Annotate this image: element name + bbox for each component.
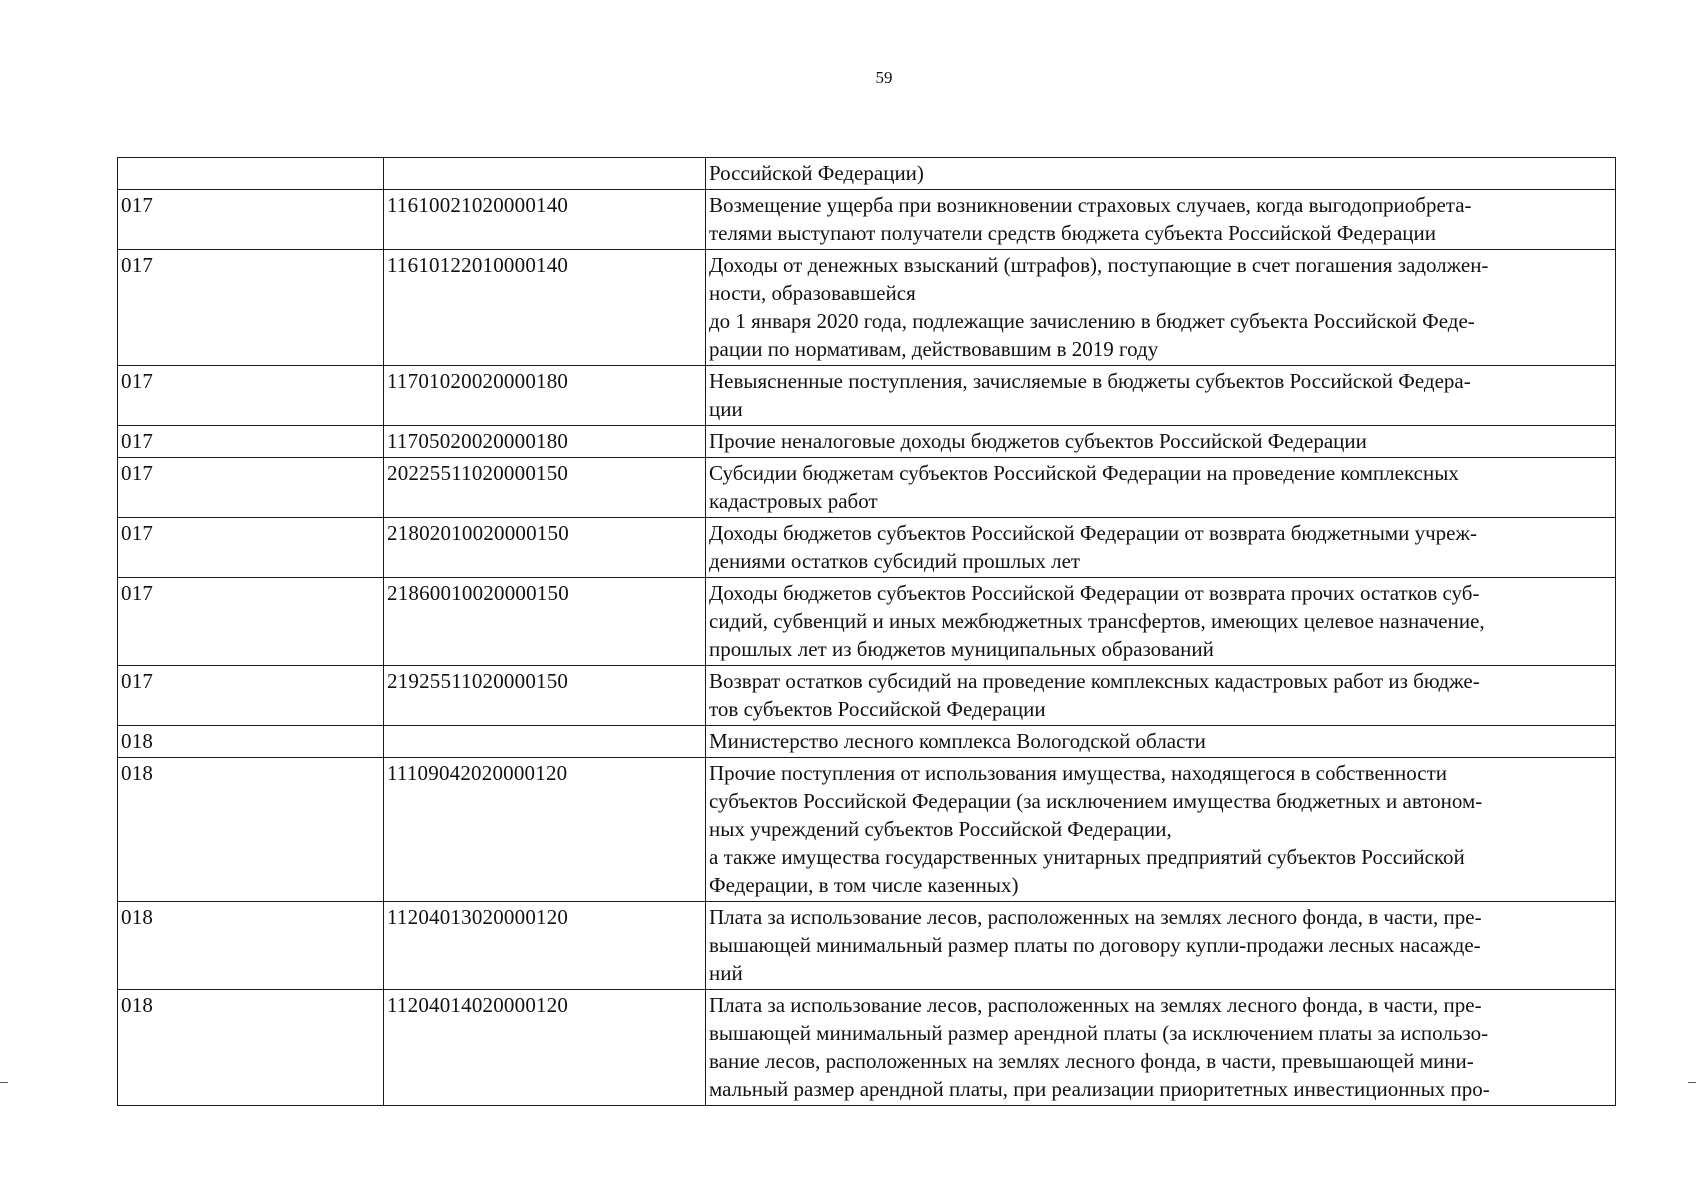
- description-cell: [706, 578, 1616, 666]
- description-line: кадастровых работ: [709, 489, 878, 513]
- revenue-code-cell: 11705020020000180: [384, 426, 706, 458]
- revenue-code-cell: 11109042020000120: [384, 758, 706, 902]
- table-row: [118, 158, 1616, 190]
- description-line: Невыясненные поступления, зачисляемые в бюджеты субъектов Российской Федера-: [709, 369, 1471, 393]
- table-row: [118, 458, 1616, 518]
- description-line: ности, образовавшейся: [709, 281, 916, 305]
- table-row: [118, 666, 1616, 726]
- table-row: [118, 902, 1616, 990]
- admin-code-cell: 017: [118, 366, 384, 426]
- description-line: Субсидии бюджетам субъектов Российской Федерации на проведение комплексных: [709, 461, 1459, 485]
- table-row: [118, 250, 1616, 366]
- description-line: Министерство лесного комплекса Вологодской области: [709, 729, 1206, 753]
- revenue-code-cell: 21860010020000150: [384, 578, 706, 666]
- description-line: вышающей минимальный размер арендной платы (за исключением платы за использо-: [709, 1021, 1489, 1045]
- revenue-code-cell: 11610021020000140: [384, 190, 706, 250]
- description-line: дениями остатков субсидий прошлых лет: [709, 549, 1081, 573]
- description-line: до 1 января 2020 года, подлежащие зачислению в бюджет субъекта Российской Феде-: [709, 309, 1475, 333]
- description-line: вышающей минимальный размер платы по договору купли-продажи лесных насажде-: [709, 933, 1481, 957]
- description-line: ции: [709, 397, 743, 421]
- description-line: Возмещение ущерба при возникновении страховых случаев, когда выгодоприобрета-: [709, 193, 1472, 217]
- revenue-code-cell: 11610122010000140: [384, 250, 706, 366]
- admin-code-cell: 017: [118, 190, 384, 250]
- description-line: субъектов Российской Федерации (за исключением имущества бюджетных и автоном-: [709, 789, 1483, 813]
- table-row: [118, 366, 1616, 426]
- table-row: [118, 726, 1616, 758]
- table-row: [118, 518, 1616, 578]
- description-cell: [706, 250, 1616, 366]
- revenue-code-cell: 21925511020000150: [384, 666, 706, 726]
- description-line: прошлых лет из бюджетов муниципальных образований: [709, 637, 1214, 661]
- admin-code-cell: 017: [118, 518, 384, 578]
- revenue-code-cell: 11204013020000120: [384, 902, 706, 990]
- description-line: ний: [709, 961, 743, 985]
- description-line: сидий, субвенций и иных межбюджетных трансфертов, имеющих целевое назначение,: [709, 609, 1485, 633]
- description-line: Доходы бюджетов субъектов Российской Федерации от возврата прочих остатков суб-: [709, 581, 1480, 605]
- description-line: Прочие неналоговые доходы бюджетов субъектов Российской Федерации: [709, 429, 1367, 453]
- description-line: Федерации, в том числе казенных): [709, 873, 1019, 897]
- admin-code-cell: [118, 158, 384, 190]
- description-line: Возврат остатков субсидий на проведение комплексных кадастровых работ из бюдже-: [709, 669, 1480, 693]
- admin-code-cell: 017: [118, 578, 384, 666]
- revenue-code-cell: 11204014020000120: [384, 990, 706, 1106]
- description-line: Российской Федерации): [709, 161, 924, 185]
- description-line: телями выступают получатели средств бюджета субъекта Российской Федерации: [709, 221, 1437, 245]
- revenue-code-cell: 21802010020000150: [384, 518, 706, 578]
- description-cell: [706, 518, 1616, 578]
- admin-code-cell: 018: [118, 758, 384, 902]
- table-row: [118, 426, 1616, 458]
- description-line: Плата за использование лесов, расположенных на землях лесного фонда, в части, пре-: [709, 905, 1482, 929]
- revenue-code-cell: [384, 726, 706, 758]
- description-cell: [706, 666, 1616, 726]
- description-cell: [706, 458, 1616, 518]
- description-line: рации по нормативам, действовавшим в 2019 году: [709, 337, 1159, 361]
- revenue-code-cell: 11701020020000180: [384, 366, 706, 426]
- description-cell: [706, 990, 1616, 1106]
- description-cell: [706, 726, 1616, 758]
- description-line: Плата за использование лесов, расположенных на землях лесного фонда, в части, пре-: [709, 993, 1482, 1017]
- description-line: Доходы бюджетов субъектов Российской Федерации от возврата бюджетными учреж-: [709, 521, 1477, 545]
- description-line: ных учреждений субъектов Российской Федерации,: [709, 817, 1172, 841]
- margin-mark-right: [1688, 1082, 1696, 1083]
- admin-code-cell: 018: [118, 990, 384, 1106]
- page-number: 59: [875, 68, 893, 87]
- admin-code-cell: 017: [118, 426, 384, 458]
- admin-code-cell: 017: [118, 250, 384, 366]
- description-line: Прочие поступления от использования имущества, находящегося в собственности: [709, 761, 1447, 785]
- description-line: мальный размер арендной платы, при реализации приоритетных инвестиционных про-: [709, 1077, 1490, 1101]
- description-cell: [706, 902, 1616, 990]
- description-cell: [706, 758, 1616, 902]
- table-row: [118, 578, 1616, 666]
- description-line: Доходы от денежных взысканий (штрафов), поступающие в счет погашения задолжен-: [709, 253, 1489, 277]
- description-line: тов субъектов Российской Федерации: [709, 697, 1046, 721]
- admin-code-cell: 017: [118, 666, 384, 726]
- table-row: [118, 758, 1616, 902]
- admin-code-cell: 018: [118, 726, 384, 758]
- description-cell: [706, 426, 1616, 458]
- admin-code-cell: 017: [118, 458, 384, 518]
- description-line: вание лесов, расположенных на землях лесного фонда, в части, превышающей мини-: [709, 1049, 1474, 1073]
- description-line: а также имущества государственных унитарных предприятий субъектов Российской: [709, 845, 1465, 869]
- description-cell: [706, 190, 1616, 250]
- table-row: [118, 990, 1616, 1106]
- admin-code-cell: 018: [118, 902, 384, 990]
- table-body: [118, 158, 1616, 1106]
- description-cell: [706, 158, 1616, 190]
- table-row: [118, 190, 1616, 250]
- description-cell: [706, 366, 1616, 426]
- revenue-code-cell: 20225511020000150: [384, 458, 706, 518]
- revenue-code-cell: [384, 158, 706, 190]
- margin-mark-left: [0, 1082, 8, 1083]
- revenue-codes-table: [117, 157, 1616, 1106]
